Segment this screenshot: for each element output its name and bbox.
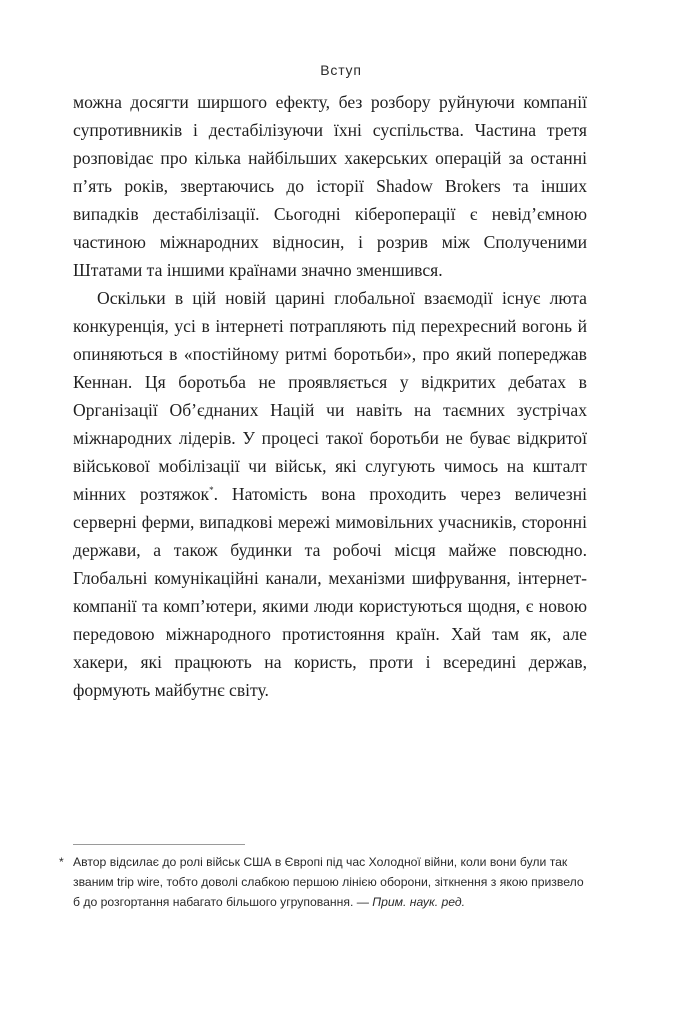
paragraph-2 (73, 284, 587, 704)
footnote-text: Автор відсилає до ролі військ США в Європі під час Холодної війни, коли вони були так званим trip wire, тобто доволі слабкою першою лінією оборони, зіткнення з якою призвело б до розгортання набагато більшого угруповання. — (73, 855, 584, 909)
footnote-marker: * (59, 855, 64, 869)
footnote-attribution: Прим. наук. ред. (372, 895, 466, 909)
footnote-separator (73, 844, 245, 845)
paragraph-2-part-1: Оскільки в цій новій царині глобальної взаємодії існує люта конкуренція, усі в інтернеті потрапляють під перехресний вогонь й опиняються в «постійному ритмі боротьби», про який попереджав Кеннан. Ця боротьба не проявляється у відкритих дебатах в Організації Об’єднаних Націй чи навіть на таємних зустрічах міжнародних лідерів. У процесі такої боротьби не буває відкритої військової мобілізації чи військ, які слугують чимось на кшталт мінних розтяжок (73, 288, 587, 504)
running-header: Вступ (320, 62, 362, 78)
paragraph-1: можна досягти ширшого ефекту, без розбору руйнуючи компанії супротивників і дестабілізуючи їхні суспільства. Частина третя розповідає про кілька найбільших хакерських операцій за останні п’ять років, звертаючись до історії Shadow Brokers та інших випадків дестабілізації. Сьогодні кібероперації є невід’ємною частиною міжнародних відносин, і розрив між Сполученими Штатами та іншими країнами значно зменшився. (73, 92, 587, 280)
footnote-reference: * (209, 485, 214, 496)
paragraph-2-part-2: . Натомість вона проходить через величезні серверні ферми, випадкові мережі мимовільних учасників, сторонні держави, а також будинки та робочі місця майже повсюдно. Глобальні комунікаційні канали, механізми шифрування, інтернет-компанії та комп’ютери, якими люди користуються щодня, є новою передовою міжнародного протистояння країн. Хай там як, але хакери, які працюють на користь, проти і всередині держав, формують майбутнє світу. (73, 484, 587, 700)
footnote (59, 852, 587, 912)
main-text (73, 88, 587, 704)
